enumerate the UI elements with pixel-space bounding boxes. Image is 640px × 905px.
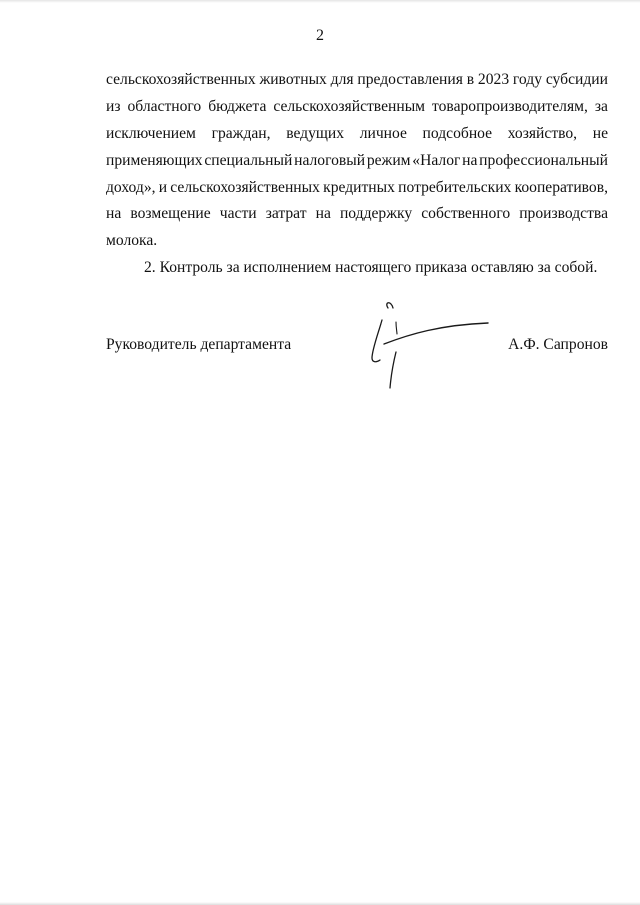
word: граждан, [211, 124, 271, 142]
handwritten-signature-icon [360, 300, 495, 395]
word: сельскохозяйственных [170, 178, 320, 196]
word: ведущих [286, 124, 345, 142]
word: на [106, 205, 122, 223]
paragraph-control-clause: 2. Контроль за исполнением настоящего приказа оставляю за собой. [144, 259, 598, 277]
word: за [594, 97, 608, 115]
paragraph-line [106, 201, 608, 228]
word: кооперативов, [514, 178, 608, 196]
word: специальный [204, 151, 293, 169]
word: не [592, 124, 608, 142]
word: налоговый [294, 151, 366, 169]
word: применяющих [106, 151, 203, 169]
word: хозяйство, [507, 124, 578, 142]
paragraph-line [106, 94, 608, 121]
word: собственного [421, 205, 511, 223]
word: предоставления [357, 71, 463, 88]
word: возмещение [130, 205, 211, 223]
word: для [330, 71, 354, 88]
word: производства [519, 205, 608, 223]
word: сельскохозяйственных [106, 71, 256, 88]
signatory-title: Руководитель департамента [106, 336, 292, 353]
word: на [462, 151, 478, 169]
word: личное [359, 124, 407, 142]
word: животных [259, 71, 327, 88]
signature-block [106, 336, 608, 366]
word: году [512, 71, 543, 88]
paragraph-last-line: молока. [106, 232, 158, 250]
word: на [315, 205, 331, 223]
word: товаропроизводителям, [432, 97, 588, 115]
paragraph-line [106, 121, 608, 148]
word: потребительских [398, 178, 512, 196]
word: исключением [106, 124, 196, 142]
word: затрат [265, 205, 307, 223]
paragraph-continuation [106, 67, 608, 228]
paragraph-line [106, 175, 608, 202]
word: и [158, 178, 168, 196]
word: «Налог [412, 151, 461, 169]
word: кредитных [323, 178, 395, 196]
word: режим [366, 151, 411, 169]
word: областного [127, 97, 202, 115]
paragraph-line [106, 148, 608, 175]
paragraph-line [106, 67, 608, 94]
word: подсобное [422, 124, 493, 142]
word: сельскохозяйственным [273, 97, 426, 115]
word: части [219, 205, 257, 223]
word: 2023 [477, 71, 510, 88]
word: в [466, 71, 475, 88]
word: из [106, 97, 121, 115]
word: доход», [106, 178, 156, 196]
scan-edge-top [0, 0, 640, 3]
word: бюджета [208, 97, 267, 115]
word: субсидии [545, 71, 608, 88]
page-number: 2 [316, 27, 324, 44]
word: поддержку [339, 205, 413, 223]
signatory-name: А.Ф. Сапронов [508, 336, 608, 353]
document-body [106, 67, 608, 282]
word: профессиональный [479, 151, 608, 169]
